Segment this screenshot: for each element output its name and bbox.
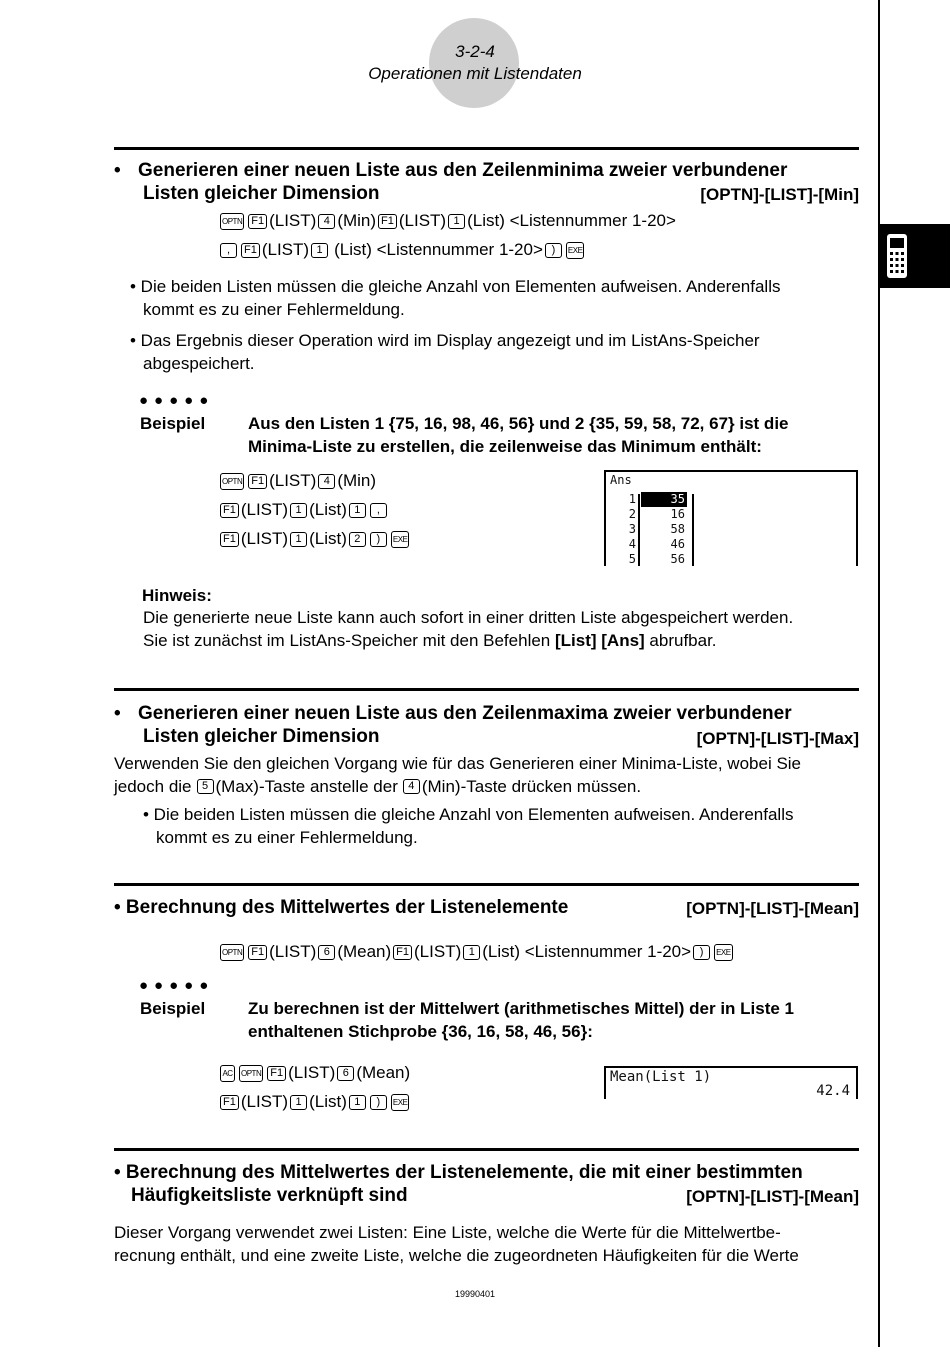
key-4: 4	[318, 474, 335, 489]
comma-key: ,	[220, 243, 237, 258]
list-value: 16	[670, 507, 685, 521]
section-heading: Generieren einer neuen Liste aus den Zeilenmaxima zweier verbundener	[138, 703, 792, 724]
menu-path: [OPTN]-[LIST]-[Max]	[696, 729, 859, 748]
key-1: 1	[290, 532, 307, 547]
f1-key: F1	[220, 532, 239, 547]
calculator-icon	[880, 224, 950, 288]
key-1: 1	[448, 214, 465, 229]
example-label: Beispiel	[140, 414, 206, 433]
hint-text-part: abrufbar.	[644, 631, 717, 650]
note: abgespeichert.	[143, 354, 255, 373]
key-text: (LIST)	[414, 942, 462, 961]
key-1: 1	[290, 1095, 307, 1110]
note: • Die beiden Listen müssen die gleiche Anzahl von Elementen aufweisen. Anderenfalls	[143, 805, 794, 824]
key-text: (List)	[309, 1092, 347, 1111]
key-5: 5	[197, 779, 214, 794]
optn-key: OPTN	[239, 1065, 263, 1082]
key-1: 1	[311, 243, 328, 258]
exe-key: EXE	[391, 531, 410, 548]
section-rule	[114, 147, 859, 150]
key-4: 4	[403, 779, 420, 794]
paragraph	[114, 775, 641, 798]
key-sequence	[218, 1092, 411, 1112]
row-number: 5	[628, 552, 636, 566]
row-number: 1	[628, 492, 636, 506]
example-dots: ●●●●●	[139, 392, 215, 409]
key-text: (LIST)	[261, 240, 310, 259]
list-values	[641, 492, 687, 567]
key-sequence	[218, 529, 411, 549]
key-sequence	[218, 240, 586, 260]
note: kommt es zu einer Fehlermeldung.	[156, 828, 418, 847]
paragraph: Dieser Vorgang verwendet zwei Listen: Eine Liste, welche die Werte für die Mittelwertbe-	[114, 1223, 781, 1242]
hint-command: [List] [Ans]	[554, 631, 645, 650]
optn-key: OPTN	[220, 213, 244, 230]
ac-key: AC	[220, 1065, 235, 1082]
key-sequence	[218, 942, 735, 962]
hint-title: Hinweis:	[142, 586, 212, 605]
rparen-key: )	[370, 532, 387, 547]
f1-key: F1	[393, 945, 412, 960]
list-value: 58	[670, 522, 685, 536]
margin-line	[878, 0, 880, 1347]
key-text: (List)	[309, 529, 347, 548]
section-heading: Listen gleicher Dimension	[143, 183, 380, 204]
optn-key: OPTN	[220, 473, 244, 490]
note: • Das Ergebnis dieser Operation wird im Display angezeigt und im ListAns-Speicher	[130, 331, 760, 350]
calculator-screen	[604, 470, 858, 566]
key-1: 1	[290, 503, 307, 518]
rparen-key: )	[545, 243, 562, 258]
example-text: enthaltenen Stichprobe {36, 16, 58, 46, 56}:	[248, 1022, 593, 1041]
paragraph-part: (Max)-Taste anstelle der	[215, 777, 398, 796]
list-value: 46	[670, 537, 685, 551]
paragraph: Verwenden Sie den gleichen Vorgang wie für das Generieren einer Minima-Liste, wobei Sie	[114, 754, 802, 773]
bullet: •	[114, 703, 121, 724]
key-1: 1	[463, 945, 480, 960]
f1-key: F1	[378, 214, 397, 229]
key-text: (Mean)	[356, 1063, 411, 1082]
key-1: 1	[349, 1095, 366, 1110]
rparen-key: )	[370, 1095, 387, 1110]
key-1: 1	[349, 503, 366, 518]
example-text: Zu berechnen ist der Mittelwert (arithmetisches Mittel) der in Liste 1	[248, 999, 795, 1018]
key-text: (Min)	[337, 211, 377, 230]
menu-path: [OPTN]-[LIST]-[Mean]	[686, 1187, 859, 1206]
exe-key: EXE	[714, 944, 733, 961]
f1-key: F1	[248, 214, 267, 229]
f1-key: F1	[220, 1095, 239, 1110]
page-number: 3-2-4	[455, 42, 495, 61]
key-text: (List)	[309, 500, 347, 519]
key-text: (List) <Listennummer 1-20>	[467, 211, 676, 230]
bullet: •	[114, 160, 121, 181]
menu-path: [OPTN]-[LIST]-[Mean]	[686, 899, 859, 918]
paragraph-part: jedoch die	[114, 777, 192, 796]
section-heading: Generieren einer neuen Liste aus den Zeilenminima zweier verbundener	[138, 160, 788, 181]
example-text: Minima-Liste zu erstellen, die zeilenweise das Minimum enthält:	[248, 437, 762, 456]
exe-key: EXE	[391, 1094, 410, 1111]
hint-text	[143, 629, 717, 652]
key-text: (Mean)	[337, 942, 392, 961]
exe-key: EXE	[566, 242, 585, 259]
note: • Die beiden Listen müssen die gleiche Anzahl von Elementen aufweisen. Anderenfalls	[130, 277, 781, 296]
key-sequence	[218, 211, 676, 231]
row-number: 3	[628, 522, 636, 536]
paragraph-part: (Min)-Taste drücken müssen.	[421, 777, 642, 796]
key-6: 6	[318, 945, 335, 960]
key-text: (LIST)	[269, 471, 317, 490]
chapter-tab	[880, 224, 950, 288]
key-sequence	[218, 500, 389, 520]
paragraph: recnung enthält, und eine zweite Liste, welche die zugeordneten Häufigkeiten für die Werte	[114, 1246, 799, 1265]
key-text: (LIST)	[240, 529, 289, 548]
section-heading: Listen gleicher Dimension	[143, 726, 380, 747]
section-rule	[114, 1148, 859, 1151]
list-value-selected: 35	[641, 492, 687, 507]
screen-title: Ans	[610, 473, 632, 487]
example-dots: ●●●●●	[139, 977, 215, 994]
key-text: (LIST)	[240, 500, 289, 519]
hint-text: Die generierte neue Liste kann auch sofort in einer dritten Liste abgespeichert werden.	[143, 608, 794, 627]
section-rule	[114, 883, 859, 886]
screen-result: 42.4	[816, 1083, 850, 1099]
row-number: 4	[628, 537, 636, 551]
section-heading: • Berechnung des Mittelwertes der Listenelemente	[114, 897, 569, 918]
rparen-key: )	[693, 945, 710, 960]
key-text: (LIST)	[288, 1063, 336, 1082]
key-text: (LIST)	[269, 942, 317, 961]
screen-expression: Mean(List 1)	[610, 1069, 712, 1085]
key-text: (LIST)	[398, 211, 447, 230]
section-heading: • Berechnung des Mittelwertes der Listenelemente, die mit einer bestimmten	[114, 1162, 803, 1183]
example-text: Aus den Listen 1 {75, 16, 98, 46, 56} und 2 {35, 59, 58, 72, 67} ist die	[248, 414, 789, 433]
footer-code: 19990401	[454, 1289, 496, 1299]
key-6: 6	[337, 1066, 354, 1081]
example-label: Beispiel	[140, 999, 206, 1018]
key-sequence	[218, 471, 376, 491]
f1-key: F1	[241, 243, 260, 258]
key-4: 4	[318, 214, 335, 229]
key-text: (LIST)	[269, 211, 317, 230]
hint-text-part: Sie ist zunächst im ListAns-Speicher mit den Befehlen	[143, 631, 555, 650]
f1-key: F1	[220, 503, 239, 518]
f1-key: F1	[267, 1066, 286, 1081]
key-text: (List) <Listennummer 1-20>	[334, 240, 543, 259]
f1-key: F1	[248, 945, 267, 960]
page-title: Operationen mit Listendaten	[368, 64, 582, 83]
comma-key: ,	[370, 503, 387, 518]
optn-key: OPTN	[220, 944, 244, 961]
list-value: 56	[670, 552, 685, 566]
key-sequence	[218, 1063, 410, 1083]
row-number: 2	[628, 507, 636, 521]
key-text: (Min)	[337, 471, 377, 490]
f1-key: F1	[248, 474, 267, 489]
section-heading: Häufigkeitsliste verknüpft sind	[131, 1185, 408, 1206]
row-numbers	[624, 492, 636, 567]
section-rule	[114, 688, 859, 691]
key-2: 2	[349, 532, 366, 547]
calculator-screen	[604, 1066, 858, 1099]
menu-path: [OPTN]-[LIST]-[Min]	[700, 185, 859, 204]
header-circle	[429, 18, 519, 108]
key-text: (LIST)	[240, 1092, 289, 1111]
key-text: (List) <Listennummer 1-20>	[482, 942, 692, 961]
note: kommt es zu einer Fehlermeldung.	[143, 300, 405, 319]
